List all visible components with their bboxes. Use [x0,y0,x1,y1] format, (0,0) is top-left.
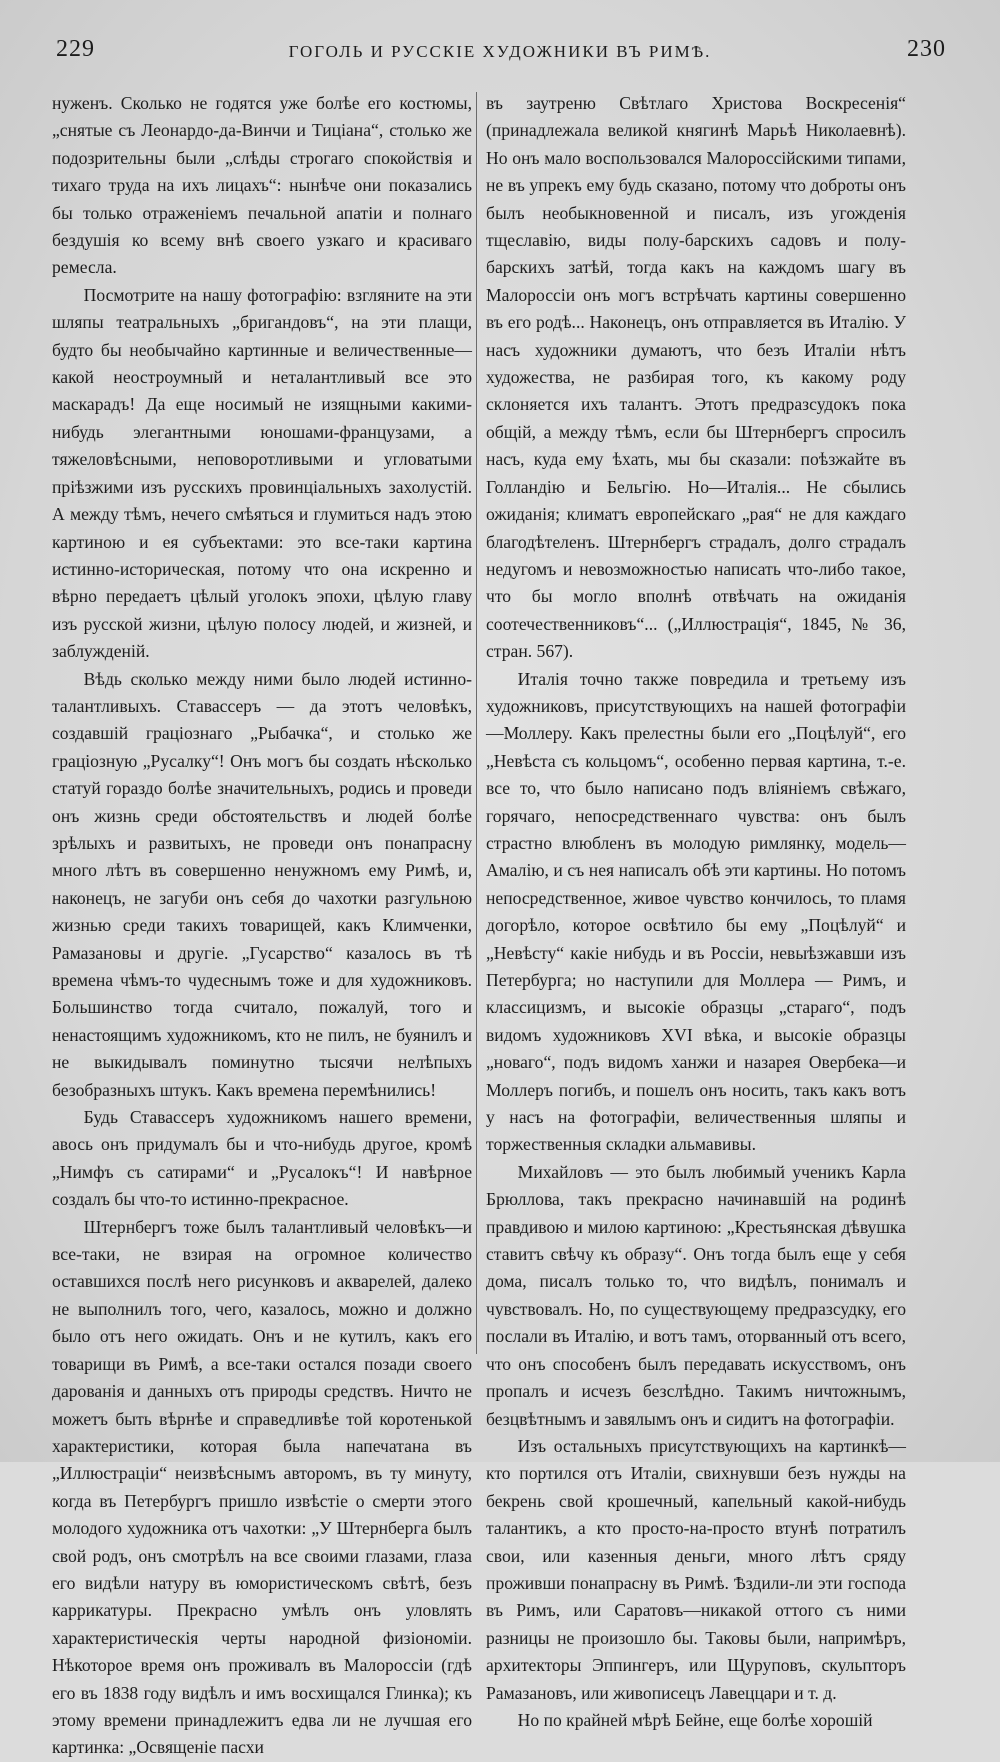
paragraph: Михайловъ — это былъ любимый ученикъ Карла Брюллова, такъ прекрасно начинавшій на родинѣ правдивою и милою картиною: „Крестьянская дѣвушка ставитъ свѣчу къ образу“. Онъ тогда былъ еще у себя дома, писалъ только то, что видѣлъ, понималъ и чувствовалъ. Но, по существующему предразсудку, его послали въ Италію, и вотъ тамъ, оторванный отъ всего, что онъ способенъ былъ передавать искусствомъ, онъ пропалъ и исчезъ безслѣдно. Такимъ ничтожнымъ, безцвѣтнымъ и завялымъ онъ и сидитъ на фотографіи. [486,1161,906,1429]
page-number-right: 230 [907,36,946,62]
paragraph: Будь Ставассеръ художникомъ нашего времени, авось онъ придумалъ бы и что-нибудь другое, кромѣ „Нимфъ съ сатирами“ и „Русалокъ“! И навѣрное создалъ бы что-то истинно-прекрасное. [52,1107,472,1210]
left-column [52,90,472,1762]
paragraph: Италія точно также повредила и третьему изъ художниковъ, присутствующихъ на нашей фотографіи—Моллеру. Какъ прелестны были его „Поцѣлуй“, его „Невѣста съ кольцомъ“, особенно первая картина, т.-е. все то, что было написано подъ вліяніемъ свѣжаго, горячаго, непосредственнаго чувства: онъ былъ страстно влюбленъ въ молодую римлянку, модель—Амалію, и съ нея написалъ обѣ эти картины. Но потомъ непосредственное, живое чувство кончилось, то пламя догорѣло, которое освѣтило бы ему „Поцѣлуй“ и „Невѣсту“ какіе нибудь и въ Россіи, невыѣзжавши изъ Петербурга; но наступили для Моллера — Римъ, и классицизмъ, и высокіе образцы „стараго“, подъ видомъ художниковъ XVI вѣка, и высокіе образцы „новаго“, подъ видомъ ханжи и назарея Овербека—и Моллеръ погибъ, и пошелъ онъ носить, такъ какъ вотъ у насъ на фотографіи, величественныя шляпы и торжественныя складки альмавивы. [486,668,906,1155]
paragraph: нуженъ. Сколько не годятся уже болѣе его костюмы, „снятые съ Леонардо-да-Винчи и Тиціана“, столько же подозрительны были „слѣды строгаго спокойствія и тихаго труда на ихъ лицахъ“: нынѣче они показались бы только отраженіемъ печальной апатіи и полнаго бездушія ко всему внѣ своего узкаго и красиваго ремесла. [52,93,472,278]
paragraph: Но по крайней мѣрѣ Бейне, еще болѣе хорошій [517,1709,873,1730]
page-header [50,36,950,76]
paragraph: Посмотрите на нашу фотографію: взгляните на эти шляпы театральныхъ „бригандовъ“, на эти плащи, будто бы необычайно картинные и величественные—какой неостроумный и неталантливый все это маскарадъ! Да еще носимый не изящными какими-нибудь элегантными юношами-французами, а тяжеловѣсными, неповоротливыми и угловатыми пріѣзжими изъ русскихъ провинціальныхъ захолустій. А между тѣмъ, нечего смѣяться и глумиться надъ этою картиною и ея субъектами: это все-таки картина истинно-историческая, потому что она искренно и вѣрно передаетъ цѣлый уголокъ эпохи, цѣлую главу изъ русской жизни, цѣлую полосу людей, и жизней, и заблужденій. [52,284,472,662]
right-column [486,90,906,1734]
running-title: ГОГОЛЬ И РУССКІЕ ХУДОЖНИКИ ВЪ РИМѢ. [288,42,712,61]
paragraph: Вѣдь сколько между ними было людей истинно-талантливыхъ. Ставассеръ — да этотъ человѣкъ, создавшій граціознаго „Рыбачка“, и столько же граціозную „Русалку“! Онъ могъ бы создать нѣсколько статуй гораздо болѣе значительныхъ, родись и проведи онъ жизнь среди обстоятельствъ и людей болѣе зрѣлыхъ и развитыхъ, не проведи онъ понапрасну много лѣтъ въ совершенно ненужномъ ему Римѣ, и, наконецъ, не загуби онъ себя до чахотки разгульною жизнью среди такихъ товарищей, какъ Климченки, Рамазановы и другіе. „Гусарство“ казалось въ тѣ времена чѣмъ-то чудеснымъ тоже и для художниковъ. Большинство тогда считало, пожалуй, того и ненастоящимъ художникомъ, кто не пилъ, не буянилъ и не выкидывалъ поминутно тысячи нелѣпыхъ безобразныхъ штукъ. Какъ времена перемѣнились! [52,668,472,1100]
paragraph: Изъ остальныхъ присутствующихъ на картинкѣ—кто портился отъ Италіи, свихнувши безъ нужды на бекрень свой крошечный, капельный какой-нибудь талантикъ, а кто просто-на-просто втунѣ потратилъ свои, или казенныя деньги, много лѣтъ сряду проживши понапрасну въ Римѣ. Ѣздили-ли эти господа въ Римъ, или Саратовъ—никакой оттого съ ними разницы не произошло бы. Таковы были, напримѣръ, архитекторы Эппингеръ, или Щуруповъ, скульпторъ Рамазановъ, или живописецъ Лавеццари и т. д. [486,1435,906,1703]
column-divider [476,92,477,1354]
paragraph: въ заутреню Свѣтлаго Христова Воскресенія“ (принадлежала великой княгинѣ Марьѣ Николаевнѣ). Но онъ мало воспользовался Малороссійскими типами, не въ упрекъ ему будь сказано, потому что доброты онъ былъ необыкновенной и писалъ, изъ угожденія тщеславію, виды полу-барскихъ садовъ и полу-барскихъ затѣй, тогда какъ на каждомъ шагу въ Малороссіи онъ могъ встрѣчать картины совершенно въ его родѣ... Наконецъ, онъ отправляется въ Италію. У насъ художники думаютъ, что безъ Италіи нѣтъ художества, не разбирая того, къ какому роду склоняется ихъ талантъ. Этотъ предразсудокъ пока общій, а между тѣмъ, если бы Штернбергъ спросилъ насъ, куда ему ѣхать, мы бы сказали: поѣзжайте въ Голландію и Бельгію. Но—Италія... Не сбылись ожиданія; климатъ европейскаго „рая“ не для каждаго благодѣтеленъ. Штернбергъ страдалъ, долго страдалъ недугомъ и невозможностью написать что-либо такое, что бы могло вполнѣ отвѣчать на ожиданія соотечественниковъ“... („Иллюстрація“, 1845, № 36, стран. 567). [486,93,906,662]
paragraph: Штернбергъ тоже былъ талантливый человѣкъ—и все-таки, не взирая на огромное количество оставшихся послѣ него рисунковъ и акварелей, далеко не выполнилъ того, чего, казалось, можно и должно было отъ него ожидать. Онъ и не кутилъ, какъ его товарищи въ Римѣ, а все-таки остался позади своего дарованія и данныхъ отъ природы средствъ. Ничто не можетъ быть вѣрнѣе и справедливѣе той коротенькой характеристики, которая была напечатана въ „Иллюстраціи“ неизвѣснымъ авторомъ, въ ту минуту, когда въ Петербургъ пришло извѣстіе о смерти этого молодого художника отъ чахотки: „У Штернберга былъ свой родъ, онъ смотрѣлъ на все своими глазами, глаза его видѣли натуру въ юмористическомъ свѣтѣ, безъ каррикатуры. Прекрасно умѣлъ онъ уловлять характеристическія черты народной физіономіи. Нѣкоторое время онъ проживалъ въ Малороссіи (гдѣ его въ 1838 году видѣлъ и имъ восхищался Глинка); къ этому времени принадлежитъ едва ли не лучшая его картинка: „Освященіе пасхи [52,1216,472,1758]
page-number-left: 229 [56,36,95,62]
